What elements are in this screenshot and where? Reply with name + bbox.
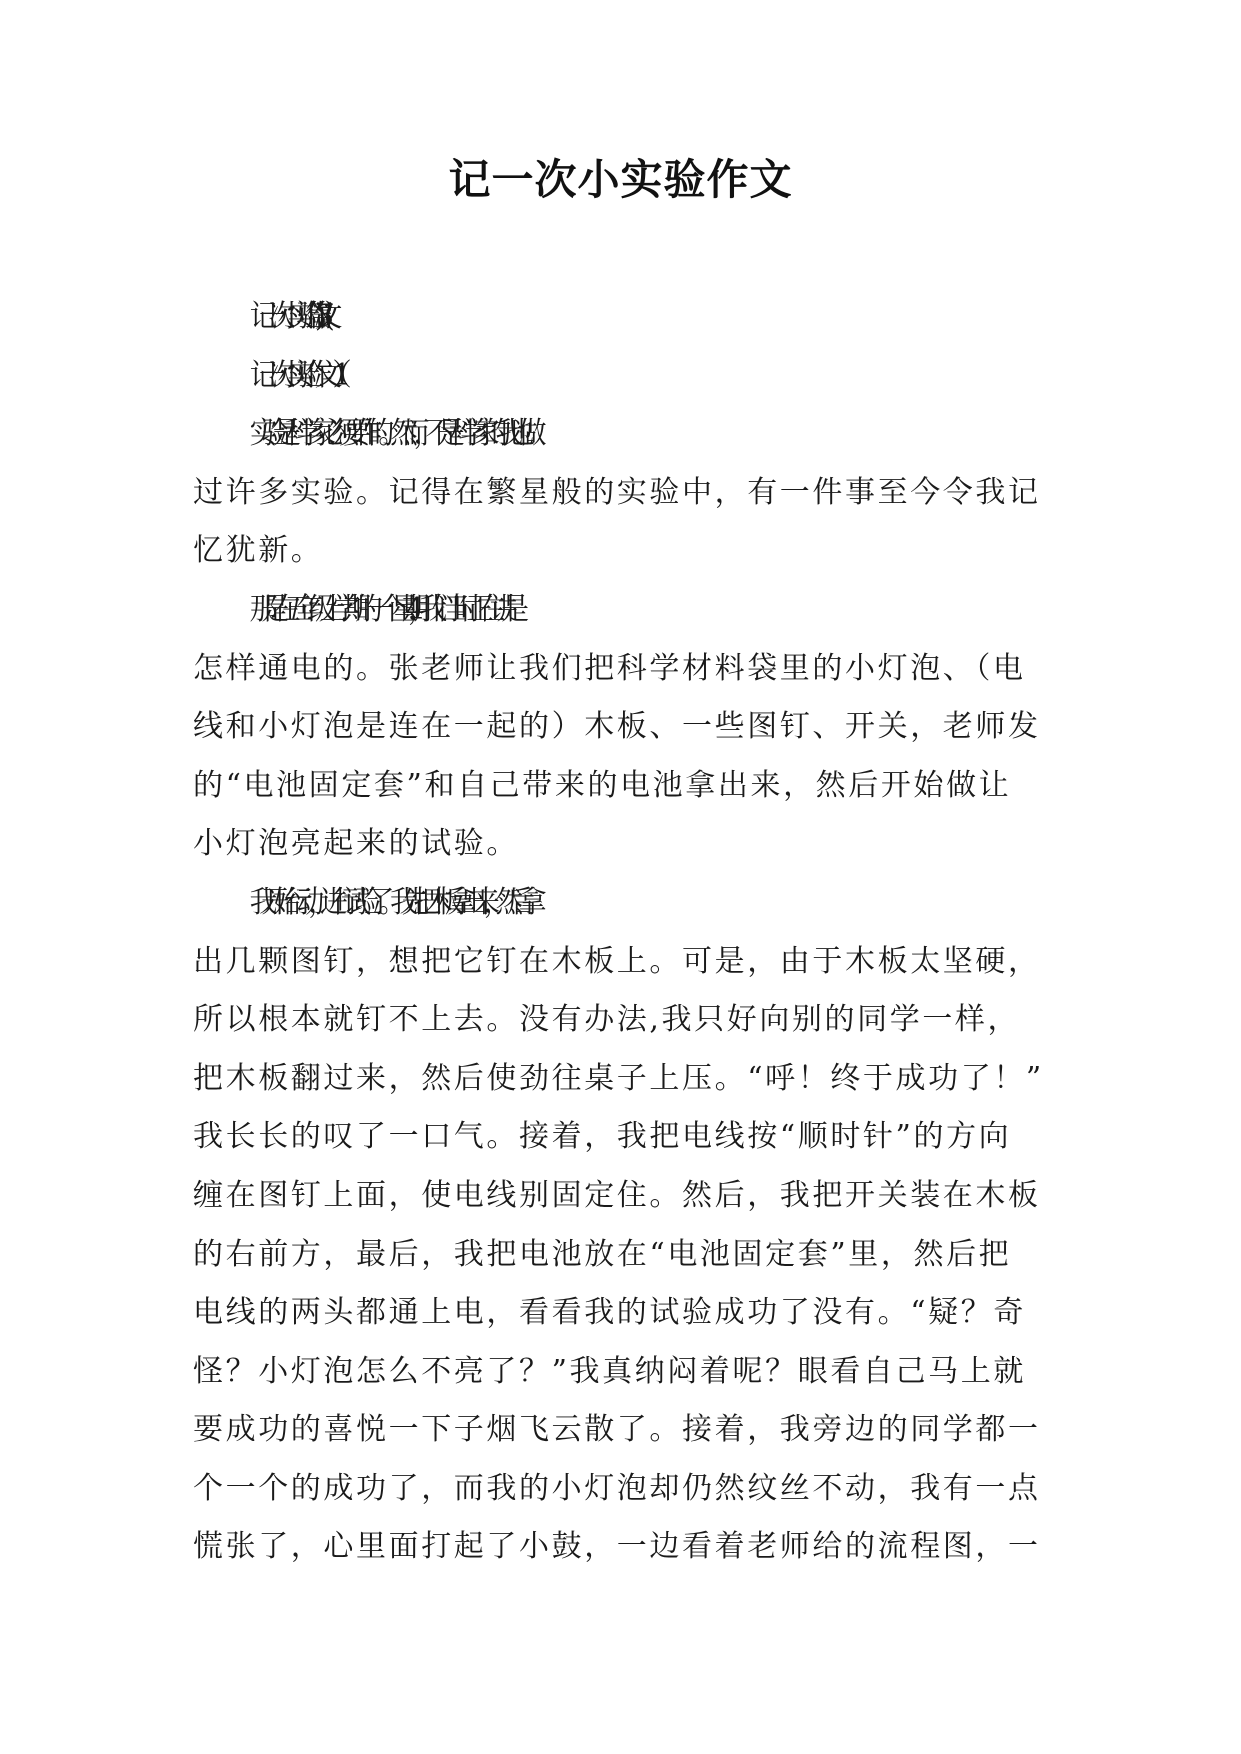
- text-line: 的右前方，最后，我把电池放在“电池固定套”里，然后把: [193, 1236, 1012, 1272]
- text-line: 把木板翻过来，然后使劲往桌子上压。“呼！终于成功了！”: [193, 1060, 1044, 1096]
- text-line: 慌张了，心里面打起了小鼓，一边看着老师给的流程图，一: [193, 1529, 1041, 1565]
- text-line: 忆犹新。: [193, 533, 324, 569]
- text-line: 怪？小灯泡怎么不亮了？”我真纳闷着呢？眼看自己马上就: [193, 1353, 1026, 1389]
- text-line: 个一个的成功了，而我的小灯泡却仍然纹丝不动，我有一点: [193, 1470, 1041, 1506]
- text-line: 线和小灯泡是连在一起的）木板、一些图钉、开关，老师发: [193, 709, 1041, 745]
- document-title: 记一次小实验作文: [448, 155, 793, 204]
- text-line: 我开始行动，进行试验了。我先把木板拿出来，然后拿: [249, 884, 531, 920]
- text-line: 所以根本就钉不上去。没有办法,我只好向别的同学一样，: [193, 1002, 1021, 1038]
- text-line: 实验是科学家必须要作的。然而，不是科学家的我也做: [249, 416, 531, 452]
- text-line: 我长长的叹了一口气。接着，我把电线按“顺时针”的方向: [193, 1119, 1012, 1155]
- text-line: 那是在五年级上学期的一个星期 4，我们当时正在讲是: [249, 591, 514, 627]
- paragraph-3: [193, 874, 1047, 1577]
- paragraph-1: [193, 405, 1047, 581]
- text-line: 的“电池固定套”和自己带来的电池拿出来，然后开始做让: [193, 767, 1012, 803]
- paragraph-heading: [193, 288, 1047, 347]
- text-line: 小灯泡亮起来的试验。: [193, 826, 519, 862]
- text-line: 缠在图钉上面，使电线别固定住。然后，我把开关装在木板: [193, 1177, 1041, 1213]
- paragraph-subheading: [193, 347, 1047, 406]
- text-line: 怎样通电的。张老师让我们把科学材料袋里的小灯泡、（电: [193, 650, 1026, 686]
- text-line: 记一次小实验作文（1）: [249, 357, 342, 393]
- text-line: 要成功的喜悦一下子烟飞云散了。接着，我旁边的同学都一: [193, 1412, 1041, 1448]
- document-body: [193, 288, 1047, 1577]
- paragraph-2: [193, 581, 1047, 874]
- text-line: 电线的两头都通上电，看看我的试验成功了没有。“疑？奇: [193, 1295, 1026, 1331]
- text-line: 出几颗图钉，想把它钉在木板上。可是，由于木板太坚硬，: [193, 943, 1041, 979]
- text-line: 记一次小实验作文(3 篇): [249, 299, 308, 334]
- text-line: 过许多实验。记得在繁星般的实验中，有一件事至今令我记: [193, 474, 1041, 510]
